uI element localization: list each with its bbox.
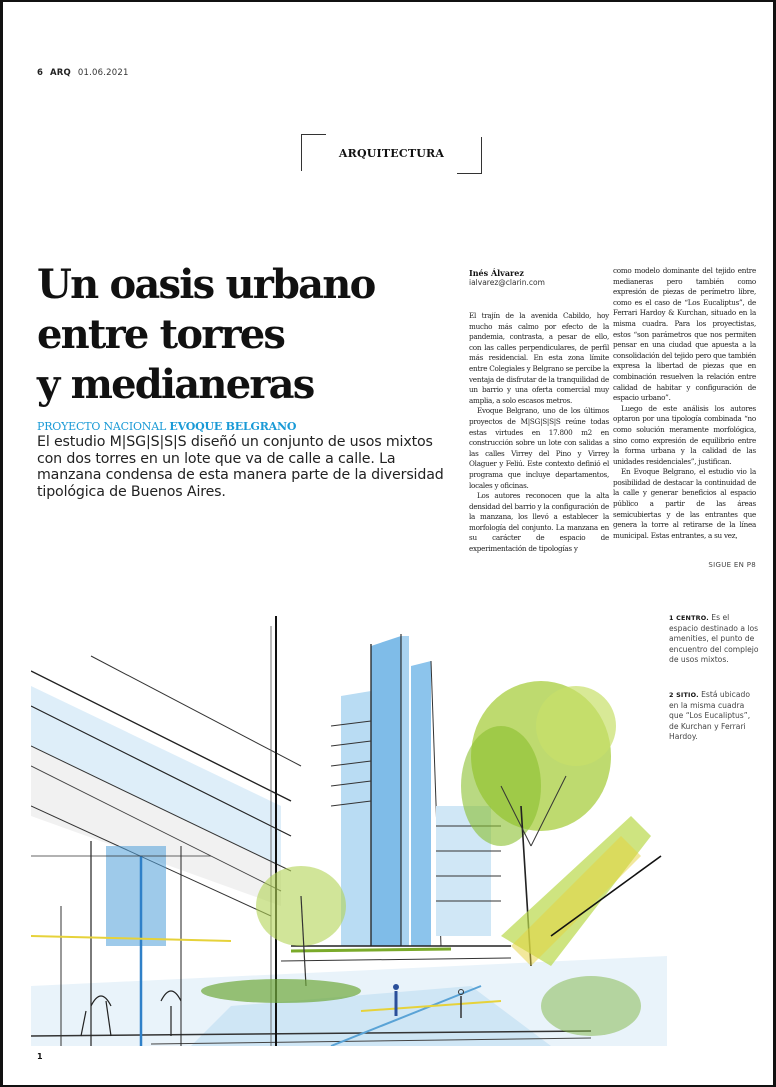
continued-on-label: SIGUE EN P8 <box>708 561 756 569</box>
caption-lead: 1 CENTRO. <box>669 614 709 622</box>
body-column-2 <box>613 266 756 541</box>
architectural-sketch-illustration <box>31 606 667 1046</box>
caption-lead: 2 SITIO. <box>669 690 699 699</box>
deck-summary: El estudio M|SG|S|S|S diseñó un conjunto de usos mixtos con dos torres en un lote que va de calle a calle. La manzana condensa de esta manera parte de la diversidad tipológica de Buenos Aires. <box>37 434 444 500</box>
paragraph: El trajín de la avenida Cabildo, hoy mucho más calmo por efecto de la pandemia, contrasta, a pesar de ello, con las calles perpendiculares, de perfil más residencial. En esta zona límite entre Colegiales y Belgrano se percibe la ventaja de disfrutar de la tranquilidad de un barrio y una oferta comercial muy amplia, a solo escasos metros. <box>469 311 609 405</box>
section-label-box <box>301 134 482 174</box>
photo-captions <box>669 613 759 767</box>
author-name: Inés Álvarez <box>469 268 524 278</box>
headline-line: y medianeras <box>37 361 314 408</box>
caption-2 <box>669 690 759 743</box>
headline-line: entre torres <box>37 311 285 358</box>
kicker <box>37 420 457 433</box>
paragraph: Luego de este análisis los autores optaron por una tipología combinada “no como solución meramente morfológica, sino como expresión de equilibrio entre la forma urbana y la calidad de las unidades residenciales”, justifican. <box>613 403 756 466</box>
paragraph: Evoque Belgrano, uno de los últimos proyectos de M|SG|S|S|S reúne todas estas virtudes en 17.800 m2 en construcción sobre un lote con salidas a las calles Virrey del Pino y Virrey Olaguer y Feliú. Este contexto definió el programa que incluye departamentos, locales y oficinas. <box>469 406 609 490</box>
paragraph: En Evoque Belgrano, el estudio vio la posibilidad de destacar la continuidad de la calle y generar beneficios al espacio público a partir de las áreas semicubiertas y de las entrantes que genera la torre al retirarse de la línea municipal. Estas entrantes, a su vez, <box>613 467 756 540</box>
folio <box>37 68 129 78</box>
section-abbrev: ARQ <box>50 68 71 78</box>
kicker-project: EVOQUE BELGRANO <box>169 420 297 433</box>
paragraph: Los autores reconocen que la alta densidad del barrio y la configuración de la manzana, los llevó a establecer la morfología del conjunto. La manzana en su carácter de espacio de experimentación de tipologías y <box>469 491 609 554</box>
issue-date: 01.06.2021 <box>77 68 129 78</box>
caption-text: Es el espacio destinado a los amenities, el punto de encuentro del complejo de usos mixtos. <box>669 613 759 665</box>
headline <box>37 260 457 410</box>
byline <box>469 268 609 287</box>
section-label: ARQUITECTURA <box>338 147 445 160</box>
paragraph: como modelo dominante del tejido entre medianeras pero también como expresión de piezas de perímetro libre, como es el caso de “Los Eucaliptus”, de Ferrari Hardoy & Kurchan, situado en la misma cuadra. Para los proyectistas, estos “son parámetros que nos permiten pensar en una ciudad que apuesta a la consolidación del tejido pero que también expresa la libertad de piezas que en combinación resuelven la relación entre calidad de habitar y configuración de espacio urbano”. <box>613 266 756 403</box>
body-column-1 <box>469 311 609 555</box>
page-number: 6 <box>37 68 44 78</box>
author-email[interactable]: ialvarez@clarin.com <box>469 278 545 287</box>
figure-number: 1 <box>37 1052 43 1061</box>
caption-text: Está ubicado en la misma cuadra que “Los Eucaliptus”, de Kurchan y Ferrari Hardoy. <box>669 689 751 742</box>
headline-line: Un oasis urbano <box>37 261 375 308</box>
caption-1 <box>669 613 759 666</box>
kicker-prefix: PROYECTO NACIONAL <box>37 420 167 433</box>
